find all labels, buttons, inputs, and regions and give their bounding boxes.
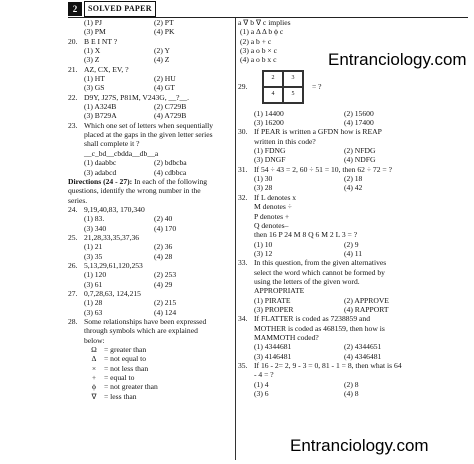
- question-text: P denotes +: [254, 211, 290, 221]
- option: (1) 30: [254, 174, 273, 184]
- question-line: [238, 286, 468, 295]
- question-31: [238, 165, 468, 193]
- options-grid: [68, 74, 234, 93]
- question-number: [68, 326, 84, 335]
- question-line: [68, 37, 234, 46]
- question-text: through symbols which are explained: [84, 326, 198, 336]
- question-line: [68, 233, 234, 242]
- option: (1) 120: [84, 270, 107, 280]
- option: (1) 14400: [254, 108, 284, 118]
- symbol-definition: [68, 345, 234, 354]
- option: (1) PIRATE: [254, 295, 291, 305]
- options-grid: [238, 146, 468, 165]
- question-number: [238, 212, 254, 221]
- question-text: If FLATTER is coded as 7238859 and: [254, 314, 370, 324]
- question-number: [238, 137, 254, 146]
- question-number: [68, 149, 84, 158]
- grid-cell: 3: [283, 71, 303, 87]
- option: (2) 15600: [344, 108, 374, 118]
- question-line: [238, 230, 468, 239]
- question-text: shall complete it ?: [84, 139, 140, 149]
- question-text: APPROPRIATE: [254, 286, 305, 296]
- option: (4) cdbbca: [154, 167, 187, 177]
- symbol-meaning: = not equal to: [104, 354, 147, 364]
- option: (4) RAPPORT: [344, 304, 389, 314]
- question-28: [68, 317, 234, 401]
- option: (1) 83.: [84, 214, 105, 224]
- option: (2) 18: [344, 174, 363, 184]
- question-number: 28.: [68, 317, 78, 326]
- question-text: M denotes ÷: [254, 202, 292, 212]
- question-line: [68, 317, 234, 326]
- option: (4) 29: [154, 279, 173, 289]
- directions-label: Directions (24 - 27):: [68, 176, 133, 186]
- option: (2) 36: [154, 242, 173, 252]
- option: (3) PROPER: [254, 304, 294, 314]
- question-text: then 16 P 24 M 8 Q 6 M 2 L 3 = ?: [254, 230, 358, 240]
- option: (4) 11: [344, 248, 363, 258]
- question-text: select the word which cannot be formed by: [254, 267, 385, 277]
- question-line: [68, 121, 234, 130]
- option: (2) C729B: [154, 102, 187, 112]
- question-number: 29.: [238, 82, 248, 92]
- symbol: ∇: [91, 391, 97, 401]
- question-text: AZ, CX, EV, ?: [84, 64, 129, 74]
- question-line: [68, 65, 234, 74]
- question-22: [68, 93, 234, 121]
- option: (3) a o b × c: [240, 46, 277, 56]
- question-line: [238, 258, 468, 267]
- option: (3) 28: [254, 183, 273, 193]
- question-number: 22.: [68, 92, 78, 102]
- question-text: Some relationships have been expressed: [84, 317, 207, 326]
- question-number: [238, 230, 254, 239]
- question-line: [238, 212, 468, 221]
- page-header: [0, 0, 474, 16]
- question-text: D9Y, J27S, P81M, V243G, __?__.: [84, 92, 189, 102]
- question-text: If PEAR is written a GFDN how is REAP: [254, 127, 382, 137]
- question-text: written in this code?: [254, 136, 316, 146]
- option: (2) 4344651: [344, 342, 382, 352]
- book-title: SOLVED PAPER: [84, 1, 156, 17]
- options-grid: [68, 214, 234, 233]
- question-number: 34.: [238, 314, 248, 324]
- option: (4) 8: [344, 389, 359, 399]
- question-line: [238, 65, 468, 109]
- question-text: = ?: [312, 82, 322, 92]
- option: (4) A729B: [154, 111, 187, 121]
- question-text: In this question, from the given alternatives: [254, 258, 387, 268]
- question-line: [68, 261, 234, 270]
- option: (4) Z: [154, 55, 170, 65]
- question-number: [68, 130, 84, 139]
- option: (1) X: [84, 46, 101, 56]
- left-column: [68, 18, 234, 401]
- question-30: [238, 127, 468, 164]
- options-grid: [238, 109, 468, 128]
- symbol-meaning: = not less than: [104, 363, 149, 373]
- symbol: Ω: [91, 345, 97, 355]
- options-grid: [68, 242, 234, 261]
- option: (4) NDFG: [344, 155, 376, 165]
- symbol-definition: [68, 373, 234, 382]
- question-number: 32.: [238, 192, 248, 202]
- option: (2) NFDG: [344, 146, 376, 156]
- question-text: MAMMOTH coded?: [254, 332, 319, 342]
- question-line: [68, 149, 234, 158]
- symbol-meaning: = greater than: [104, 345, 147, 355]
- option: (4) GT: [154, 83, 175, 93]
- symbol-definition: [68, 364, 234, 373]
- watermark-bottom: Entranciology.com: [290, 436, 429, 455]
- grid-cell: 5: [283, 87, 303, 103]
- option: (2) 215: [154, 298, 177, 308]
- question-text: using the letters of the given word.: [254, 276, 360, 286]
- question-number: 35.: [238, 361, 248, 370]
- question-number: [238, 221, 254, 230]
- question-text: 0,7,28,63, 124,215: [84, 288, 141, 298]
- options-grid: [238, 240, 468, 259]
- option: (3) Z: [84, 55, 100, 65]
- question-number: [238, 333, 254, 342]
- question-text: If 16 - 2= 2, 9 - 3 = 0, 81 - 1 = 8, then what is 64: [254, 361, 402, 370]
- option: (2) Y: [154, 46, 170, 56]
- column-divider: [235, 18, 236, 460]
- question-21: [68, 65, 234, 93]
- option: (2) a b + c: [240, 36, 272, 46]
- question-text: __c_bd__cbdda__db__a: [84, 148, 159, 158]
- symbol-meaning: = less than: [104, 391, 137, 401]
- question-number: 30.: [238, 127, 248, 137]
- question-line: [68, 139, 234, 148]
- options-grid: [68, 102, 234, 121]
- option: (3) DNGF: [254, 155, 286, 165]
- question-33: [238, 258, 468, 314]
- symbol: Δ: [91, 354, 97, 364]
- option: (1) A324B: [84, 102, 117, 112]
- question-text: B E I NT ?: [84, 36, 118, 46]
- symbol: ×: [91, 363, 97, 373]
- question-line: [238, 193, 468, 202]
- option: (3) 35: [84, 251, 103, 261]
- directions-line: questions, identify the wrong number in the: [68, 186, 201, 196]
- option: (3) GS: [84, 83, 105, 93]
- option: (2) HU: [154, 74, 176, 84]
- option: (4) 4346481: [344, 351, 382, 361]
- question-line: [238, 127, 468, 136]
- question-20: [68, 37, 234, 65]
- question-number: [238, 324, 254, 333]
- question-line: [238, 314, 468, 323]
- question-number: 20.: [68, 36, 78, 46]
- option: (3) 16200: [254, 118, 284, 128]
- symbol-definition: [68, 354, 234, 363]
- question-number: 23.: [68, 120, 78, 130]
- question-text: 5,13,29,61,120,253: [84, 260, 143, 270]
- option: (1) 10: [254, 239, 273, 249]
- question-line: [238, 202, 468, 211]
- grid-cell: 4: [263, 87, 283, 103]
- option: (2) 40: [154, 214, 173, 224]
- question-text: MOTHER is coded as 468159, then how is: [254, 323, 385, 333]
- symbol: ϕ: [92, 382, 96, 392]
- option: (4) 28: [154, 251, 173, 261]
- option: (2) APPROVE: [344, 295, 389, 305]
- question-text: a ∇ b ∇ c implies: [238, 18, 291, 27]
- question-number: [238, 277, 254, 286]
- option: (1) 4344681: [254, 342, 292, 352]
- question-line: [238, 277, 468, 286]
- option: (3) 63: [84, 307, 103, 317]
- question-number: [68, 139, 84, 148]
- question-line: [68, 205, 234, 214]
- question-number: [238, 286, 254, 295]
- question-text: Q denotes–: [254, 220, 289, 230]
- option: (4) 17400: [344, 118, 374, 128]
- option: (3) PM: [84, 27, 106, 37]
- watermark-top: Entranciology.com: [328, 50, 467, 69]
- question-line: [238, 165, 468, 174]
- options-grid: [68, 270, 234, 289]
- question-32: [238, 193, 468, 258]
- option: (2) 9: [344, 239, 359, 249]
- option: (4) 124: [154, 307, 177, 317]
- symbol: +: [91, 373, 97, 383]
- options-grid: [68, 298, 234, 317]
- question-25: [68, 233, 234, 261]
- question-line: [238, 221, 468, 230]
- directions-line: series.: [68, 195, 88, 205]
- symbol-meaning: = equal to: [104, 373, 135, 383]
- options-grid: [238, 296, 468, 315]
- question-text: 21,28,33,35,37,36: [84, 232, 140, 242]
- option: (1) 28: [84, 298, 103, 308]
- option: (3) 61: [84, 279, 103, 289]
- question-number: 21.: [68, 64, 78, 74]
- option: (3) adabcd: [84, 167, 117, 177]
- right-column: [238, 18, 468, 398]
- question-line: [68, 326, 234, 335]
- grid-cell: 2: [263, 71, 283, 87]
- symbol-definition: [68, 382, 234, 391]
- question-35: [238, 361, 468, 398]
- question-24: [68, 205, 234, 233]
- option: (1) FDNG: [254, 146, 286, 156]
- question-line: [238, 361, 468, 370]
- option: (4) 42: [344, 183, 363, 193]
- question-line: [68, 93, 234, 102]
- option: (1) PJ: [84, 18, 102, 27]
- question-number: 33.: [238, 258, 248, 268]
- question-text: 9,19,40,83, 170,340: [84, 204, 145, 214]
- question-line: [238, 370, 468, 379]
- option: (1) 21: [84, 242, 103, 252]
- option: (2) bdbcba: [154, 158, 187, 168]
- directions-block: [68, 177, 234, 205]
- number-grid-figure: [262, 70, 304, 104]
- symbol-meaning: = not greater than: [104, 382, 158, 392]
- option: (1) 4: [254, 379, 269, 389]
- options-grid: [238, 174, 468, 193]
- question-26: [68, 261, 234, 289]
- question-text: Which one set of letters when sequentially: [84, 120, 214, 130]
- option: (3) 4146481: [254, 351, 292, 361]
- options-grid: [238, 380, 468, 399]
- directions-line: Directions (24 - 27): In each of the following: [68, 176, 208, 186]
- symbol-definition: [68, 392, 234, 401]
- question-number: 31.: [238, 164, 248, 174]
- question-number: 25.: [68, 232, 78, 242]
- options-grid: [68, 158, 234, 177]
- option: (2) 253: [154, 270, 177, 280]
- question-number: 26.: [68, 260, 78, 270]
- question-number: [238, 202, 254, 211]
- option: (2) 8: [344, 379, 359, 389]
- question-number: [238, 370, 254, 379]
- option: (3) 12: [254, 248, 273, 258]
- option: (2) PT: [154, 18, 174, 27]
- option: (4) 170: [154, 223, 177, 233]
- question-line: [238, 333, 468, 342]
- question-number: [68, 336, 84, 345]
- page-number: 2: [68, 2, 82, 16]
- options-grid: [238, 342, 468, 361]
- option: (3) B729A: [84, 111, 117, 121]
- option: (3) 6: [254, 389, 269, 399]
- question-number: 24.: [68, 204, 78, 214]
- option: (1) a Δ Δ b ϕ c: [240, 27, 284, 37]
- question-text: If 54 ÷ 43 = 2, 60 ÷ 51 = 10, then 62 ÷ 72 = ?: [254, 164, 392, 174]
- question-line: [238, 137, 468, 146]
- option: (4) PK: [154, 27, 175, 37]
- question-text: If L denotes x: [254, 192, 297, 202]
- question-line: [238, 324, 468, 333]
- question-number: [238, 268, 254, 277]
- question-line: [68, 130, 234, 139]
- option: (4) a o b x c: [240, 55, 277, 65]
- option: (1) daabbc: [84, 158, 117, 168]
- question-text: below:: [84, 335, 105, 345]
- question-line: [238, 268, 468, 277]
- question-line: [68, 289, 234, 298]
- question-text: - 4 = ?: [254, 370, 274, 380]
- option: (3) 340: [84, 223, 107, 233]
- question-line: [68, 336, 234, 345]
- question-29: [238, 65, 468, 128]
- question-27: [68, 289, 234, 317]
- question-number: 27.: [68, 288, 78, 298]
- options-grid: [68, 46, 234, 65]
- options-grid: [68, 18, 234, 37]
- question-34: [238, 314, 468, 361]
- option: (1) HT: [84, 74, 105, 84]
- question-text: placed at the gaps in the given letter series: [84, 130, 213, 140]
- question-23: [68, 121, 234, 177]
